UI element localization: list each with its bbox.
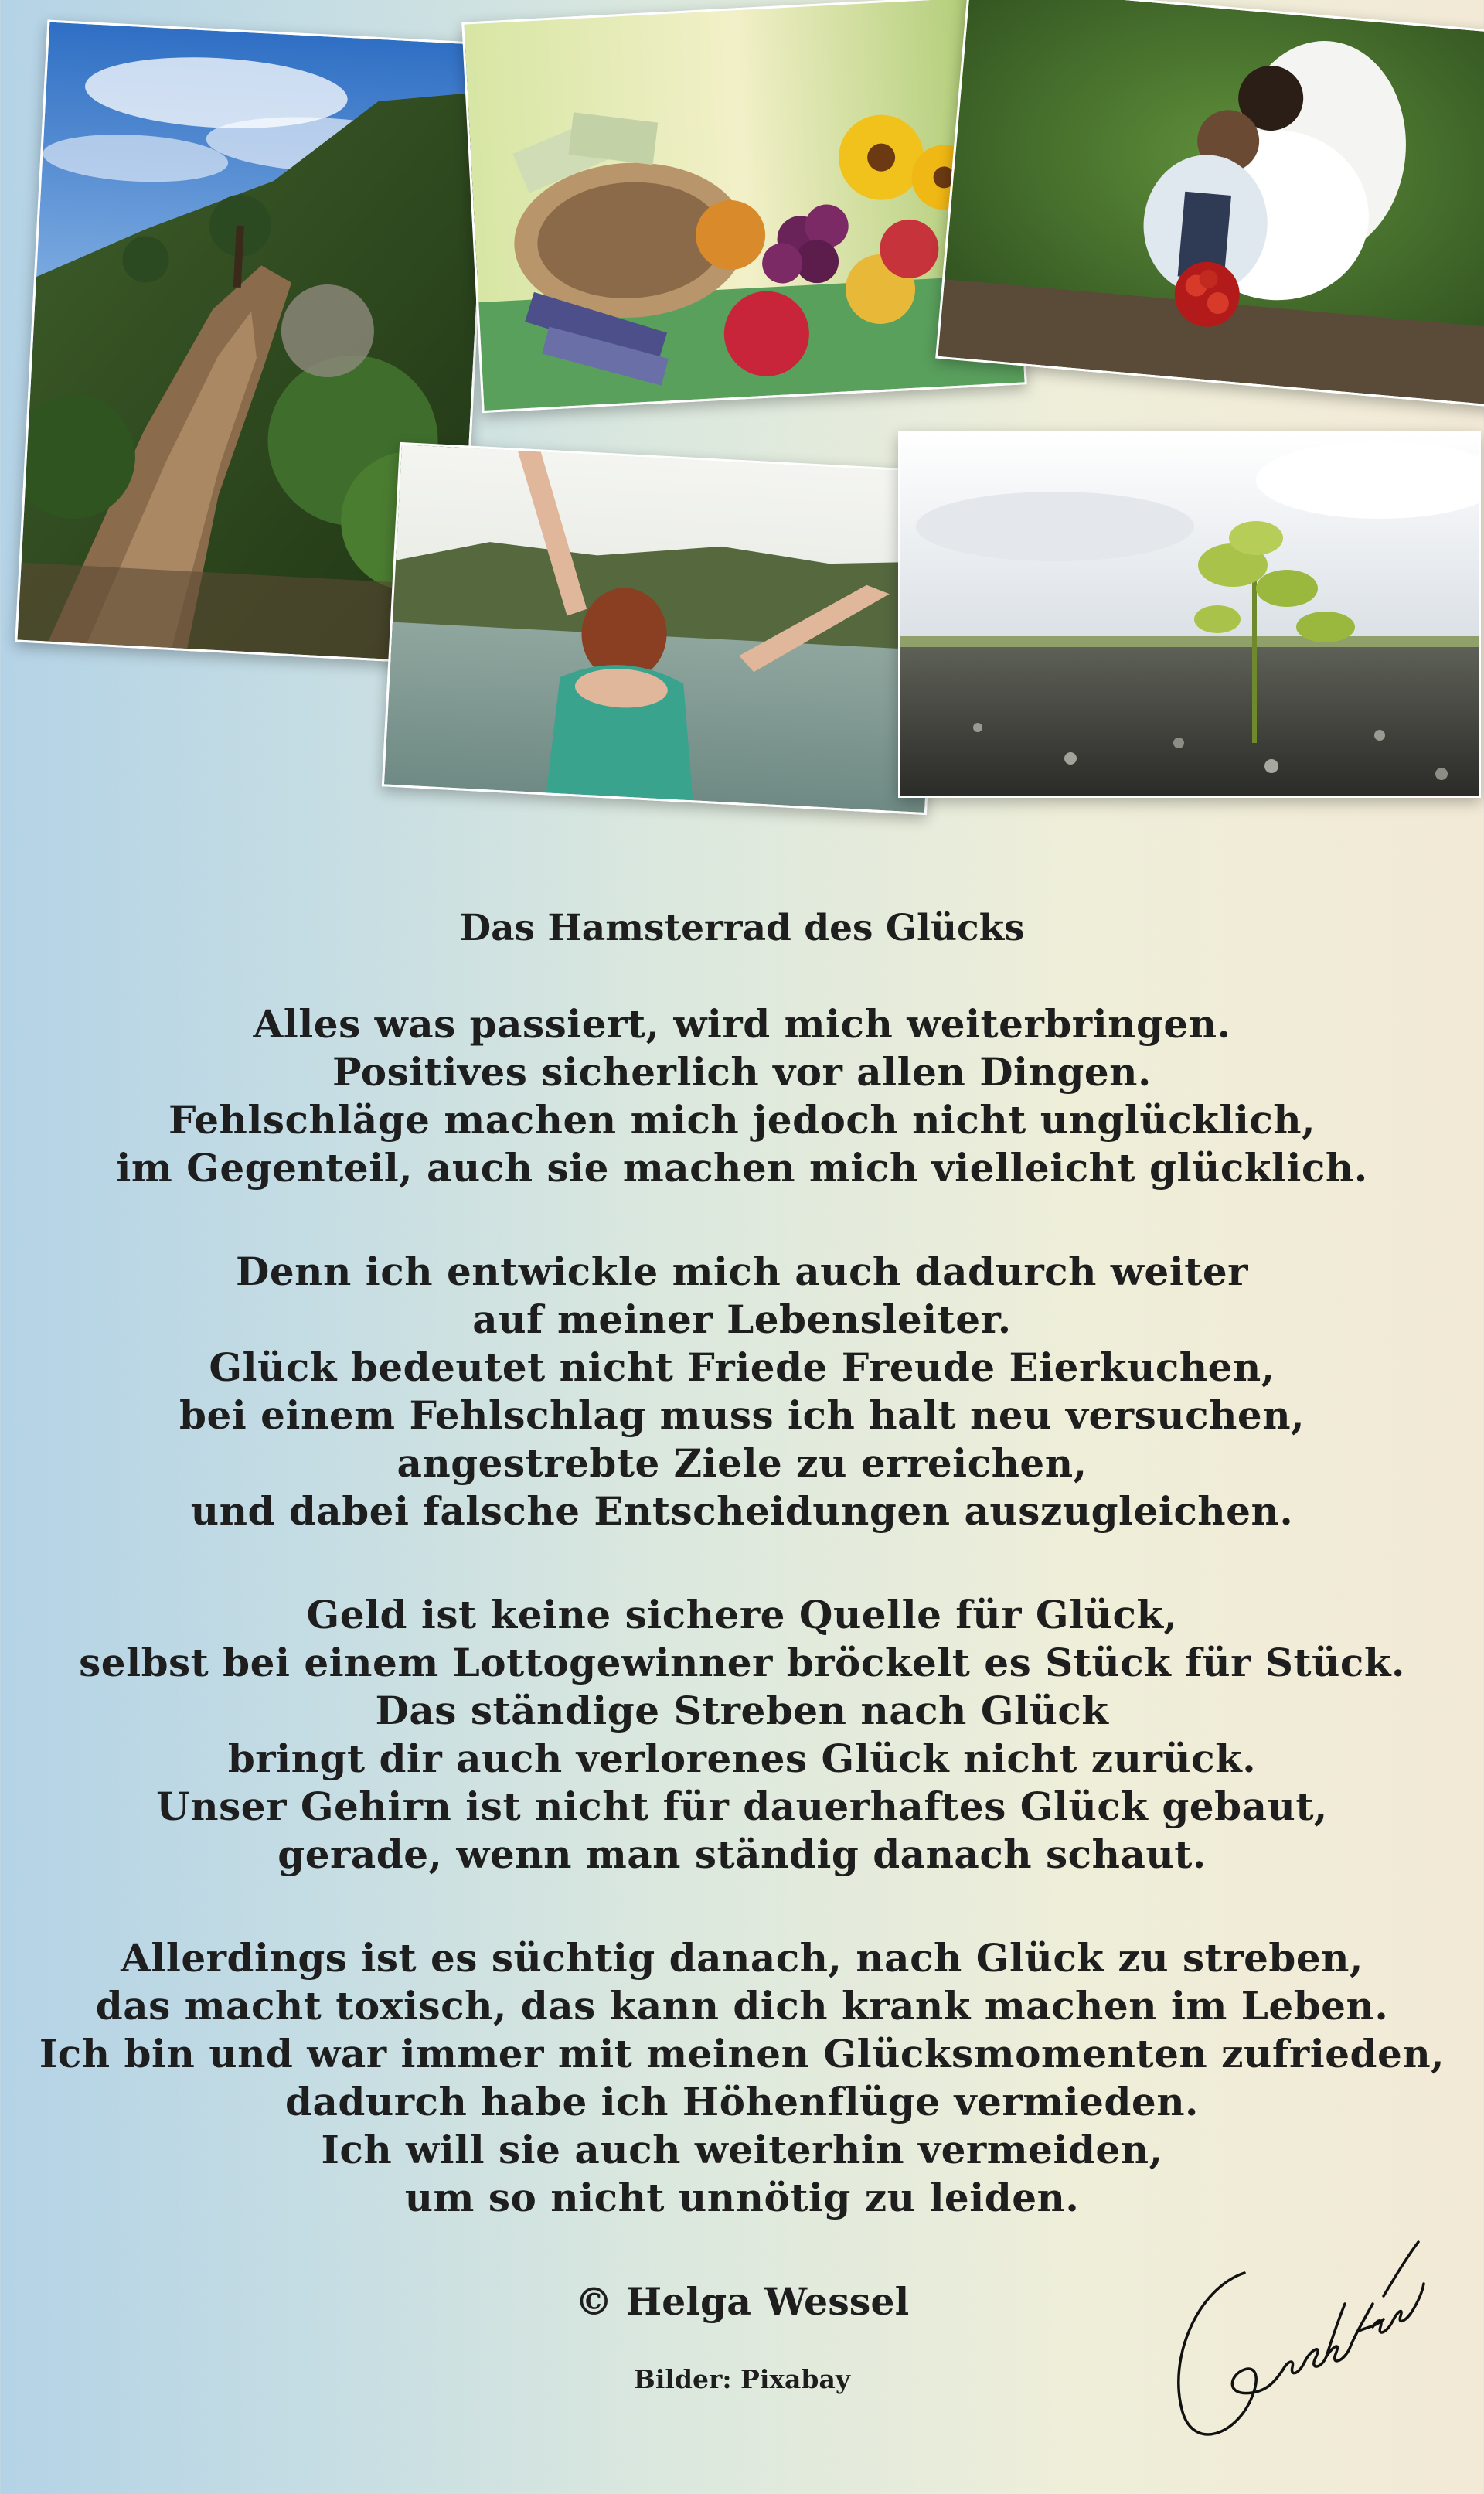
poem-line: und dabei falsche Entscheidungen auszugleichen. — [190, 1488, 1294, 1534]
poem-line: bringt dir auch verlorenes Glück nicht zurück. — [227, 1736, 1257, 1781]
photo-collage — [0, 0, 1484, 850]
poem-line: Allerdings ist es süchtig danach, nach Glück zu streben, — [121, 1935, 1363, 1981]
signature-logo — [1152, 2203, 1430, 2458]
poem-line: Fehlschläge machen mich jedoch nicht unglücklich, — [168, 1097, 1316, 1143]
poem-line: dadurch habe ich Höhenflüge vermieden. — [285, 2079, 1199, 2124]
stanza-1 — [0, 1000, 1484, 1192]
poem-line: Geld ist keine sichere Quelle für Glück, — [306, 1592, 1178, 1637]
poem-line: Alles was passiert, wird mich weiterbringen. — [253, 1001, 1231, 1047]
poem-line: Unser Gehirn ist nicht für dauerhaftes Glück gebaut, — [156, 1784, 1328, 1829]
stanza-3 — [0, 1591, 1484, 1879]
poem-line: auf meiner Lebensleiter. — [472, 1296, 1012, 1342]
poem-line: gerade, wenn man ständig danach schaut. — [277, 1831, 1207, 1877]
image-credits: Bilder: Pixabay — [633, 2364, 851, 2394]
poem — [0, 905, 1484, 2395]
wedding-couple-kiss-photo — [935, 0, 1484, 407]
poem-line: Ich will sie auch weiterhin vermeiden, — [321, 2127, 1163, 2172]
poem-line: Ich bin und war immer mit meinen Glücksmomenten zufrieden, — [39, 2031, 1445, 2077]
poem-line: selbst bei einem Lottogewinner bröckelt es Stück für Stück. — [79, 1640, 1405, 1685]
poem-line: im Gegenteil, auch sie machen mich vielleicht glücklich. — [116, 1145, 1368, 1191]
stanza-2 — [0, 1248, 1484, 1535]
author-copyright: © Helga Wessel — [574, 2279, 910, 2324]
poem-line: bei einem Fehlschlag muss ich halt neu versuchen, — [179, 1392, 1305, 1438]
poem-line: um so nicht unnötig zu leiden. — [404, 2175, 1080, 2220]
poem-line: Das ständige Streben nach Glück — [375, 1688, 1109, 1733]
poem-title: Das Hamsterrad des Glücks — [459, 907, 1025, 949]
poem-line: Positives sicherlich vor allen Dingen. — [332, 1049, 1152, 1095]
woman-arms-raised-lake-photo — [382, 442, 945, 815]
poem-line: das macht toxisch, das kann dich krank machen im Leben. — [95, 1983, 1389, 2029]
poem-line: angestrebte Ziele zu erreichen, — [397, 1440, 1087, 1486]
stanza-4 — [0, 1934, 1484, 2222]
poem-line: Glück bedeutet nicht Friede Freude Eierkuchen, — [209, 1344, 1275, 1390]
plant-sprout-gravel-photo — [898, 431, 1481, 798]
poem-line: Denn ich entwickle mich auch dadurch weiter — [236, 1249, 1248, 1294]
